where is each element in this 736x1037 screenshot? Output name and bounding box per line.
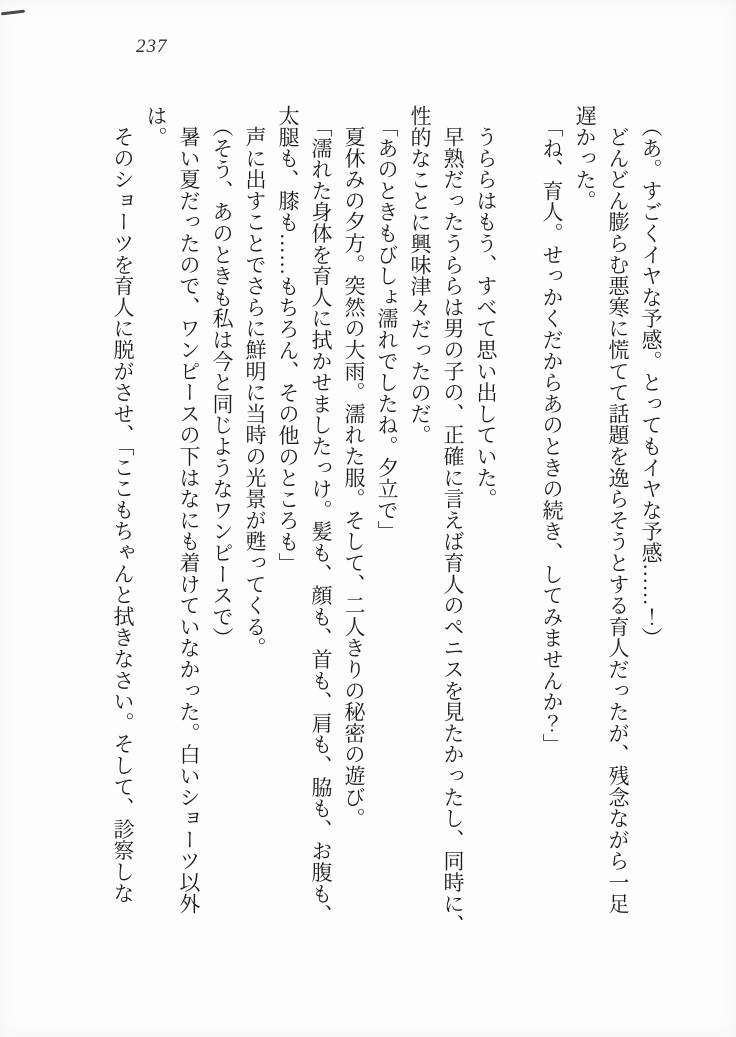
- text-line: は。: [144, 105, 168, 148]
- text-line: 性的なことに興味津々だったのだ。: [408, 105, 432, 446]
- text-line: 「ね、育人。せっかくだからあのときの続き、してみませんか？」: [540, 116, 564, 755]
- text-line: 早熟だったうららは男の子の、正確に言えば育人のペニスを見たかったし、同時に、: [441, 126, 465, 936]
- text-line: （そう、あのときも私は今と同じようなワンピースで）: [210, 116, 234, 649]
- text-line: 遅かった。: [573, 105, 597, 212]
- text-line: 声に出すことでさらに鮮明に当時の光景が甦ってくる。: [243, 126, 267, 659]
- text-line: （あ。すごくイヤな予感。とってもイヤな予感……！）: [639, 116, 663, 649]
- text-line: 「あのときもびしょ濡れでしたね。夕立で」: [375, 116, 399, 542]
- page-number: 237: [136, 36, 168, 57]
- scan-edge-artifact: [1, 10, 25, 16]
- text-line: 暑い夏だったので、ワンピースの下はなにも着けていなかった。白いショーツ以外: [177, 126, 201, 915]
- text-line: うららはもう、すべて思い出していた。: [474, 126, 498, 510]
- text-line: 太腿も、膝も……もちろん、その他のところも」: [276, 105, 300, 574]
- text-line: 「濡れた身体を育人に拭かせましたっけ。髪も、顔も、首も、肩も、脇も、お腹も、: [309, 116, 333, 926]
- text-line: 夏休みの夕方。突然の大雨。濡れた服。そして、二人きりの秘密の遊び。: [342, 126, 366, 829]
- text-line: そのショーツを育人に脱がさせ、「ここもちゃんと拭きなさい。そして、診察しな: [111, 126, 135, 904]
- page-text-body: [106, 105, 667, 937]
- blank-line: [502, 105, 535, 937]
- text-line: どんどん膨らむ悪寒に慌てて話題を逸らそうとする育人だったが、残念ながら一足: [606, 126, 630, 915]
